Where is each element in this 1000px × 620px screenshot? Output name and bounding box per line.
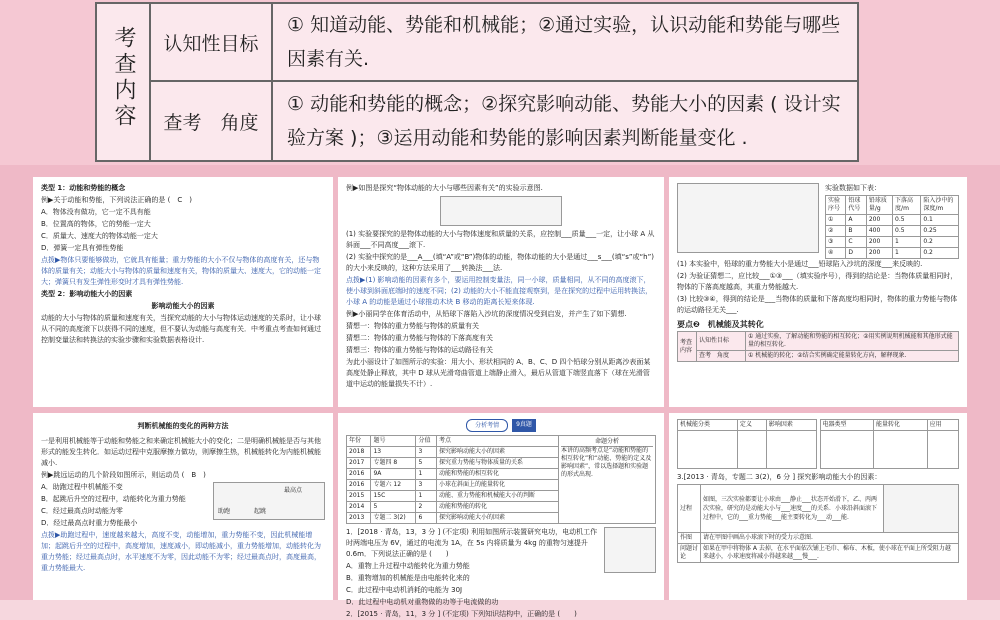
slide-thumb-6[interactable] [669, 413, 967, 600]
guess-3: 猜想三：物体的重力势能与物体的运动路径有关 [346, 346, 493, 354]
option-d: D．经过最高点时重力势能最小 [41, 519, 138, 527]
cell: ② [826, 226, 846, 237]
slide-thumb-4[interactable] [33, 413, 333, 600]
cell: A [846, 215, 866, 226]
cell: C [846, 237, 866, 248]
experiment-figure [440, 196, 562, 226]
type1-heading: 类型 1：动能和势能的概念 [41, 184, 126, 192]
cell: 1 [893, 248, 921, 259]
exam-history-table [346, 435, 559, 524]
figure-label-top: 最高点 [284, 487, 303, 494]
row-content: 如图，三次实验都要让小球由___静止___状态开始滑下，乙、丙两次实验，研究的是动能大小与___速度___的关系．小球沿斜面滚下过程中，它的___重力势能___能主要转化为___动___能. [701, 485, 884, 533]
question-1: (1) 实验要探究的是物体动能的大小与物体速度和质量的关系，应控制___质量___一定，让小球 A 从斜面___不同高度___滚下. [346, 230, 655, 249]
long-jump-figure [213, 482, 325, 520]
sandpit-figure [677, 183, 819, 253]
analysis-banner [346, 419, 656, 432]
cell: 2016 [347, 480, 371, 491]
body-text: 一是利用机械能等于动能和势能之和来确定机械能大小的变化；二是明确机械能是否与其他形式的能发生转化．如运动过程中克服摩擦力做功，则摩擦生热，机械能转化为内能机械能减小. [41, 437, 321, 467]
cell: 1 [416, 491, 437, 502]
cell: 200 [866, 237, 892, 248]
cell: 5 [416, 458, 437, 469]
banner-tag: 9真题 [512, 419, 536, 432]
option-c: C．经过最高点时动能为零 [41, 507, 123, 515]
option-b: B．重物增加的机械能是由电能转化来的 [346, 574, 470, 582]
hint-note: 点拨▶助跑过程中，速度越来越大，高度不变，动能增加，重力势能不变，因此机械能增加；起跳后升空的过程中，高度增加，速度减小，即动能减小，重力势能增加，动能转化为重力势能；经过最高点时，水平速度不为零，因此动能不为零；经过最高点时，高度最高，重力势能最大. [41, 531, 321, 572]
cell: 9A [371, 469, 416, 480]
option-a: A．物体没有做功，它一定不具有能 [41, 208, 151, 216]
table-title: 实验数据如下表： [825, 184, 881, 192]
cell: 小球在斜面上的能量转化 [436, 480, 558, 491]
row-label: 过程 [678, 485, 701, 533]
question-1: (1) 本实验中，铅球的重力势能大小是通过___铅球陷入沙坑的深度___来反映的. [677, 260, 923, 268]
data-table-block [825, 183, 959, 259]
slide-title: 判断机械能的变化的两种方法 [137, 422, 229, 430]
slide-thumb-1[interactable] [33, 177, 333, 407]
figure-and-table [677, 183, 959, 259]
col-header: 机械能分类 [678, 420, 738, 431]
cell: 1 [893, 237, 921, 248]
guess-1: 猜想一：物体的重力势能与物体的质量有关 [346, 322, 479, 330]
guess-intro: 例▶小丽同学在体育活动中，从铅球下落陷入沙坑的深度情况受到启发，并产生了如下猜想. [346, 310, 627, 318]
option-d: D．此过程中电动机对重物做的功等于电流做的功 [346, 598, 499, 606]
row-label: 作图 [678, 533, 701, 544]
question-2: (2) 实验中探究的是___A___(填“A”或“B”)物体的动能，物体动能的大小是通过___s___(填“s”或“h”)的大小来反映的，这种方法采用了___转换法___法. [346, 253, 654, 272]
row-label: 查考 角度 [697, 351, 746, 362]
experiment-table [677, 484, 959, 563]
cell: 动能和势能的相互转化 [436, 469, 558, 480]
question-2: 2．[2015 · 青岛，11，3 分 ] (不定项) 下列知识结构中，正确的是 ( ) [346, 610, 577, 618]
cell: 0.2 [921, 237, 959, 248]
motor-figure [604, 527, 656, 573]
option-d: D．弹簧一定具有弹性势能 [41, 244, 124, 252]
subheading: 影响动能大小的因素 [151, 302, 215, 310]
analysis-header: 命题分析 [561, 438, 653, 447]
question-1: 1．[2018 · 青岛，13，3 分 ] (不定项) 利用如图所示装置研究电功，电动机工作时两端电压为 6V，通过的电流为 1A，在 5s 内将质量为 4kg 的重物匀速提升 0.6m．下列说法正确的是 ( ) [346, 528, 598, 558]
hint-note: 点拨▶(1) 影响动能的因素有多个，要运用控制变量法，同一小球，质量相同，从不同的高度滚下，使小球到斜面底端时的速度不同；(2) 动能的大小不能直接观察到，是在探究的过程中运用转换法，小球 A 的动能是通过小球推动木块 B 移动的距离长短来体现. [346, 276, 653, 306]
option-b: B．位置高的物体，它的势能一定大 [41, 220, 151, 228]
example-question: 例▶关于动能和势能，下列说法正确的是 ( C ) [41, 196, 192, 204]
cell: 5 [371, 502, 416, 513]
row-content: 如果在甲中将物体 A 去掉，在水平面依次铺上毛巾、棉布、木板，使小球在平面上所受阻力越来越小，小球速度将减小得越来越___慢___. [701, 544, 959, 563]
row-label-angle: 查考 角度 [150, 81, 272, 161]
col-header: 铅球代号 [846, 196, 866, 215]
col-header: 分值 [416, 436, 437, 447]
cell: 0.2 [921, 248, 959, 259]
slide-thumb-3[interactable] [669, 177, 967, 407]
cell: 探究重力势能与物体质量的关系 [436, 458, 558, 469]
cell: ④ [826, 248, 846, 259]
guess-2: 猜想二：物体的重力势能与物体的下落高度有关 [346, 334, 493, 342]
row-label: 问题讨论 [678, 544, 701, 563]
cell: 探究影响动能大小的因素 [436, 447, 558, 458]
cell: 200 [866, 215, 892, 226]
analysis-table-block [346, 435, 656, 524]
cell: 2015 [347, 491, 371, 502]
figure-label-jump: 起跳 [254, 508, 267, 515]
col-header: 实验序号 [826, 196, 846, 215]
cell: 动能、重力势能和机械能大小的判断 [436, 491, 558, 502]
cell: ③ [826, 237, 846, 248]
example-question: 例▶如图是探究“物体动能的大小与哪些因素有关”的实验示意图. [346, 184, 543, 192]
option-a: A．重物上升过程中动能转化为重力势能 [346, 562, 470, 570]
cell: 2017 [347, 458, 371, 469]
row-label: 认知性目标 [697, 332, 746, 351]
cell: ① [826, 215, 846, 226]
col-header: 考点 [436, 436, 558, 447]
row-label-cognitive: 认知性目标 [150, 3, 272, 81]
row-content: ① 通过实验，了解动能和势能的相互转化；②用实例说明机械能和其他形式能量的相互转化. [746, 332, 959, 351]
row-content: 请在甲图中画出小球滚下时的受力示意图. [701, 533, 959, 544]
col-header: 影响因素 [766, 420, 816, 431]
cell: 0.5 [893, 215, 921, 226]
col-header: 陷入沙中的深度/m [921, 196, 959, 215]
cell: B [846, 226, 866, 237]
data-table [825, 195, 959, 259]
row-content: ① 机械能的转化；②结合实例确定能量转化方向，解释现象. [746, 351, 959, 362]
question-block [346, 527, 656, 609]
options-list [41, 482, 213, 530]
figure-label-run: 助跑 [218, 508, 231, 515]
option-b: B．起跳后升空的过程中，动能转化为重力势能 [41, 495, 186, 503]
energy-types-table [677, 419, 817, 469]
col-header: 电器类型 [820, 420, 874, 431]
cell: 200 [866, 248, 892, 259]
cell: 专题六 12 [371, 480, 416, 491]
key-point-heading: 要点❷ 机械能及其转化 [677, 320, 764, 329]
cell: 3 [416, 480, 437, 491]
option-c: C．此过程中电动机消耗的电能为 30J [346, 586, 463, 594]
category-label: 考查内容 [111, 25, 136, 130]
col-header: 定义 [737, 420, 766, 431]
analysis-text: 本讲的高频考点是“动能和势能的相互转化”和“动能、势能的定义及影响因素”，常以选择题和实验题的形式出现. [561, 447, 652, 478]
col-header: 年份 [347, 436, 371, 447]
col-header: 应用 [927, 420, 958, 431]
cell: 2 [416, 502, 437, 513]
options-list [41, 207, 325, 254]
cell: 2013 [347, 513, 371, 524]
category-cell [96, 3, 150, 161]
cell: 400 [866, 226, 892, 237]
cell: 2014 [347, 502, 371, 513]
slide-thumb-5[interactable] [338, 413, 664, 618]
body-text: 动能的大小与物体的质量和速度有关，当探究动能的大小与物体运动速度的关系时，让小球从不同的高度滚下以获得不同的速度，但不要认为动能与高度有关．中考重点考查如何通过控制变量法和转换法的实验步骤和实验数据表格设计. [41, 314, 321, 344]
cell: 0.1 [921, 215, 959, 226]
slide-thumb-2[interactable] [338, 177, 664, 407]
option-c: C．质量大、速度大的物体动能一定大 [41, 232, 158, 240]
question-2: (2) 为验证猜想二，应比较___①③___（填实验序号），得到的结论是：当物体质量相同时，物体的下落高度越高，其重力势能越大. [677, 272, 958, 291]
cell: 15C [371, 491, 416, 502]
col-header: 铅球质量/g [866, 196, 892, 215]
type2-heading: 类型 2：影响动能大小的因素 [41, 290, 133, 298]
row-content-cognitive: ① 知道动能、势能和机械能；②通过实验，认识动能和势能与哪些因素有关. [272, 3, 858, 81]
objectives-table [95, 2, 859, 162]
col-header: 题号 [371, 436, 416, 447]
hint-note: 点拨▶物体只要能够做功，它就具有能量；重力势能的大小不仅与物体的高度有关，还与物体的质量有关；动能大小与物体的质量和速度有关，物体的质量大、速度大，它的动能一定大；弹簧只有发生弹性形变时才具有弹性势能. [41, 256, 321, 286]
question-3: 3.[2013 · 青岛，专题二 3(2)，6 分 ] 探究影响动能大小的因素： [677, 473, 882, 481]
cell: 探究影响动能大小的因素 [436, 513, 558, 524]
cell: 1 [416, 469, 437, 480]
question-3: (3) 比较③④，得到的结论是___当物体的质量和下落高度均相同时，物体的重力势能与物体的运动路径无关___. [677, 295, 958, 314]
col-header: 下落高度/m [893, 196, 921, 215]
knowledge-tables [677, 419, 959, 469]
appliance-table [820, 419, 960, 469]
cell: 专题四 8 [371, 458, 416, 469]
cell: D [846, 248, 866, 259]
cell: 2016 [347, 469, 371, 480]
analysis-column [559, 435, 656, 524]
cell: 2018 [347, 447, 371, 458]
category-cell: 考查内容 [678, 332, 697, 362]
question-text [346, 527, 604, 609]
mini-objectives-table [677, 331, 959, 362]
ramp-figure [884, 485, 959, 533]
cell: 0.25 [921, 226, 959, 237]
experiment-design: 为此小丽设计了如图所示的实验：用大小、形状相同的 A、B、C、D 四个铅球分别从距离沙表面某高度处静止释放，其中 D 球从光滑弯曲管道上端静止滑入，最后从管道下端竖直落下（球在光滑管道中运动的能量损失不计）. [346, 358, 651, 388]
objectives-panel [0, 0, 1000, 165]
example-question: 例▶跳远运动的几个阶段如图所示，则运动员 ( B ) [41, 471, 206, 479]
col-header: 能量转化 [874, 420, 928, 431]
row-content-angle: ① 动能和势能的概念；②探究影响动能、势能大小的因素 ( 设计实验方案 )；③运用动能和势能的影响因素判断能量变化 . [272, 81, 858, 161]
option-a: A．助跑过程中机械能不变 [41, 483, 123, 491]
cell: 13 [371, 447, 416, 458]
cell: 0.5 [893, 226, 921, 237]
cell: 专题二 3(2) [371, 513, 416, 524]
banner-label: 分析考情 [466, 419, 508, 432]
slide-thumbnails [0, 165, 1000, 618]
cell: 6 [416, 513, 437, 524]
cell: 动能和势能的转化 [436, 502, 558, 513]
cell: 3 [416, 447, 437, 458]
options-and-figure [41, 482, 325, 530]
